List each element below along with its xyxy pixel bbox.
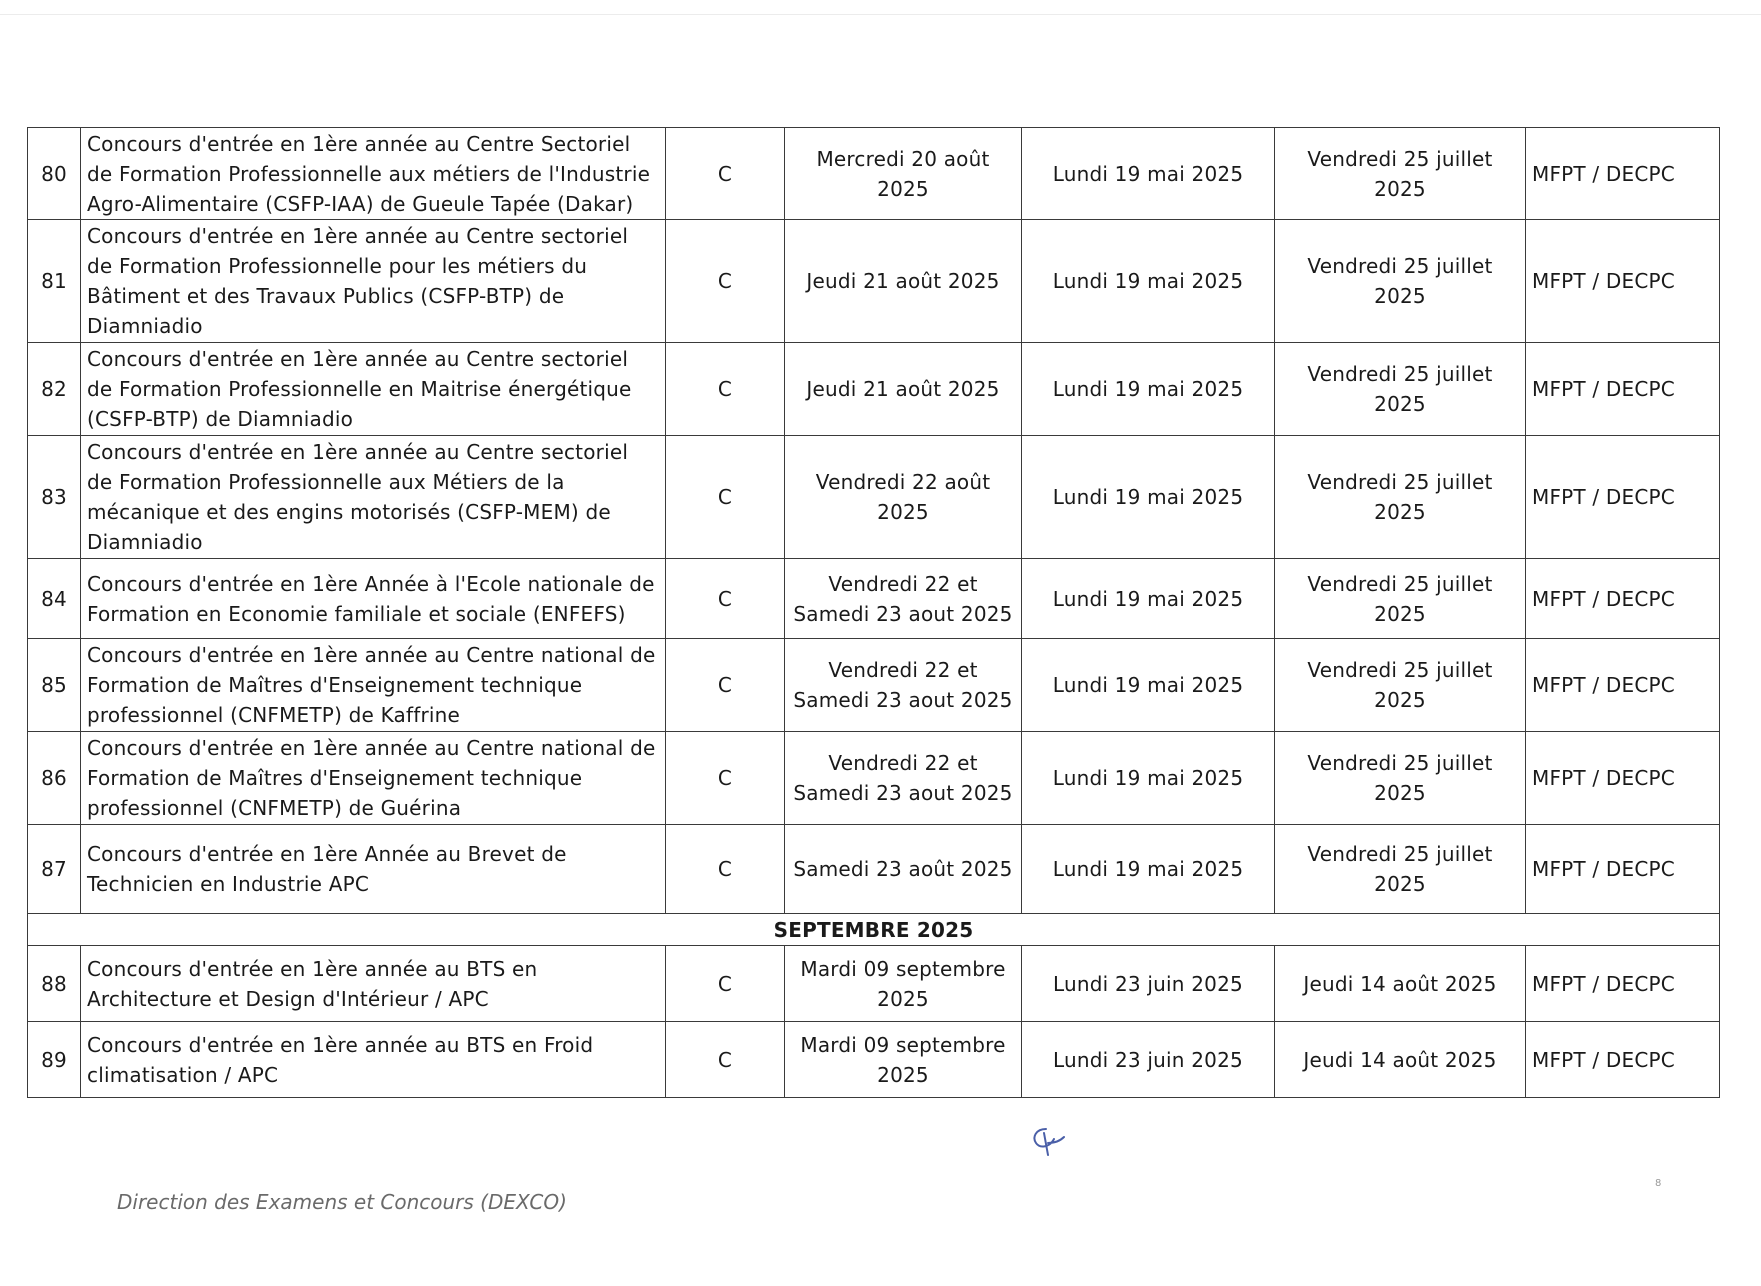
registration-close-date: Vendredi 25 juillet 2025 bbox=[1275, 343, 1526, 436]
registration-close-date: Vendredi 25 juillet 2025 bbox=[1275, 436, 1526, 559]
row-number: 81 bbox=[28, 220, 81, 343]
row-number: 89 bbox=[28, 1022, 81, 1098]
table-row bbox=[28, 825, 1720, 914]
organizer: MFPT / DECPC bbox=[1526, 128, 1720, 220]
row-number: 85 bbox=[28, 639, 81, 732]
row-number: 83 bbox=[28, 436, 81, 559]
row-number: 88 bbox=[28, 946, 81, 1022]
exam-type: C bbox=[666, 220, 785, 343]
exam-type: C bbox=[666, 639, 785, 732]
exam-date: Mardi 09 septembre 2025 bbox=[785, 1022, 1022, 1098]
registration-open-date: Lundi 19 mai 2025 bbox=[1022, 343, 1275, 436]
registration-open-date: Lundi 19 mai 2025 bbox=[1022, 732, 1275, 825]
exam-date: Jeudi 21 août 2025 bbox=[785, 220, 1022, 343]
handwritten-initials bbox=[1028, 1121, 1068, 1161]
organizer: MFPT / DECPC bbox=[1526, 220, 1720, 343]
organizer: MFPT / DECPC bbox=[1526, 559, 1720, 639]
footer-text: Direction des Examens et Concours (DEXCO) bbox=[117, 1190, 567, 1214]
table-row bbox=[28, 559, 1720, 639]
exam-title: Concours d'entrée en 1ère Année à l'Ecole nationale de Formation en Economie familiale et sociale (ENFEFS) bbox=[81, 559, 666, 639]
month-header-row bbox=[28, 914, 1720, 946]
organizer: MFPT / DECPC bbox=[1526, 343, 1720, 436]
exam-date: Vendredi 22 et Samedi 23 aout 2025 bbox=[785, 559, 1022, 639]
table-row bbox=[28, 128, 1720, 220]
row-number: 86 bbox=[28, 732, 81, 825]
table-row bbox=[28, 436, 1720, 559]
exam-date: Jeudi 21 août 2025 bbox=[785, 343, 1022, 436]
exam-title: Concours d'entrée en 1ère année au Centre national de Formation de Maîtres d'Enseignement technique professionnel (CNFMETP) de Kaffrine bbox=[81, 639, 666, 732]
exam-date: Vendredi 22 et Samedi 23 aout 2025 bbox=[785, 732, 1022, 825]
table-row bbox=[28, 1022, 1720, 1098]
table-row bbox=[28, 343, 1720, 436]
exam-date: Vendredi 22 août 2025 bbox=[785, 436, 1022, 559]
registration-close-date: Vendredi 25 juillet 2025 bbox=[1275, 128, 1526, 220]
table-row bbox=[28, 220, 1720, 343]
exam-type: C bbox=[666, 1022, 785, 1098]
registration-open-date: Lundi 19 mai 2025 bbox=[1022, 825, 1275, 914]
registration-open-date: Lundi 19 mai 2025 bbox=[1022, 220, 1275, 343]
registration-close-date: Vendredi 25 juillet 2025 bbox=[1275, 559, 1526, 639]
registration-close-date: Vendredi 25 juillet 2025 bbox=[1275, 639, 1526, 732]
organizer: MFPT / DECPC bbox=[1526, 825, 1720, 914]
table-row bbox=[28, 946, 1720, 1022]
registration-open-date: Lundi 19 mai 2025 bbox=[1022, 436, 1275, 559]
exam-type: C bbox=[666, 825, 785, 914]
registration-close-date: Jeudi 14 août 2025 bbox=[1275, 1022, 1526, 1098]
exam-date: Vendredi 22 et Samedi 23 aout 2025 bbox=[785, 639, 1022, 732]
organizer: MFPT / DECPC bbox=[1526, 436, 1720, 559]
exam-title: Concours d'entrée en 1ère année au Centre national de Formation de Maîtres d'Enseignement technique professionnel (CNFMETP) de Guérina bbox=[81, 732, 666, 825]
row-number: 87 bbox=[28, 825, 81, 914]
row-number: 84 bbox=[28, 559, 81, 639]
registration-close-date: Jeudi 14 août 2025 bbox=[1275, 946, 1526, 1022]
exam-type: C bbox=[666, 732, 785, 825]
organizer: MFPT / DECPC bbox=[1526, 1022, 1720, 1098]
registration-close-date: Vendredi 25 juillet 2025 bbox=[1275, 220, 1526, 343]
registration-open-date: Lundi 19 mai 2025 bbox=[1022, 639, 1275, 732]
registration-close-date: Vendredi 25 juillet 2025 bbox=[1275, 732, 1526, 825]
exam-date: Samedi 23 août 2025 bbox=[785, 825, 1022, 914]
page-number: 8 bbox=[1655, 1178, 1662, 1189]
registration-open-date: Lundi 19 mai 2025 bbox=[1022, 128, 1275, 220]
exam-title: Concours d'entrée en 1ère Année au Brevet de Technicien en Industrie APC bbox=[81, 825, 666, 914]
scan-edge-line bbox=[0, 14, 1761, 15]
organizer: MFPT / DECPC bbox=[1526, 946, 1720, 1022]
row-number: 80 bbox=[28, 128, 81, 220]
exam-date: Mardi 09 septembre 2025 bbox=[785, 946, 1022, 1022]
exam-type: C bbox=[666, 559, 785, 639]
registration-open-date: Lundi 23 juin 2025 bbox=[1022, 946, 1275, 1022]
exam-schedule-table bbox=[27, 127, 1720, 1098]
organizer: MFPT / DECPC bbox=[1526, 732, 1720, 825]
table-row bbox=[28, 732, 1720, 825]
registration-open-date: Lundi 19 mai 2025 bbox=[1022, 559, 1275, 639]
exam-title: Concours d'entrée en 1ère année au Centre sectoriel de Formation Professionnelle pour les métiers du Bâtiment et des Travaux Publics (CSFP-BTP) de Diamniadio bbox=[81, 220, 666, 343]
row-number: 82 bbox=[28, 343, 81, 436]
exam-title: Concours d'entrée en 1ère année au BTS en Froid climatisation / APC bbox=[81, 1022, 666, 1098]
organizer: MFPT / DECPC bbox=[1526, 639, 1720, 732]
month-header: SEPTEMBRE 2025 bbox=[28, 914, 1720, 946]
exam-type: C bbox=[666, 946, 785, 1022]
registration-close-date: Vendredi 25 juillet 2025 bbox=[1275, 825, 1526, 914]
exam-date: Mercredi 20 août 2025 bbox=[785, 128, 1022, 220]
exam-title: Concours d'entrée en 1ère année au Centre sectoriel de Formation Professionnelle aux Métiers de la mécanique et des engins motorisés (CSFP-MEM) de Diamniadio bbox=[81, 436, 666, 559]
registration-open-date: Lundi 23 juin 2025 bbox=[1022, 1022, 1275, 1098]
exam-type: C bbox=[666, 436, 785, 559]
exam-title: Concours d'entrée en 1ère année au Centre sectoriel de Formation Professionnelle en Maitrise énergétique (CSFP-BTP) de Diamniadio bbox=[81, 343, 666, 436]
table-row bbox=[28, 639, 1720, 732]
exam-title: Concours d'entrée en 1ère année au BTS en Architecture et Design d'Intérieur / APC bbox=[81, 946, 666, 1022]
exam-type: C bbox=[666, 128, 785, 220]
exam-title: Concours d'entrée en 1ère année au Centre Sectoriel de Formation Professionnelle aux métiers de l'Industrie Agro-Alimentaire (CSFP-IAA) de Gueule Tapée (Dakar) bbox=[81, 128, 666, 220]
exam-type: C bbox=[666, 343, 785, 436]
